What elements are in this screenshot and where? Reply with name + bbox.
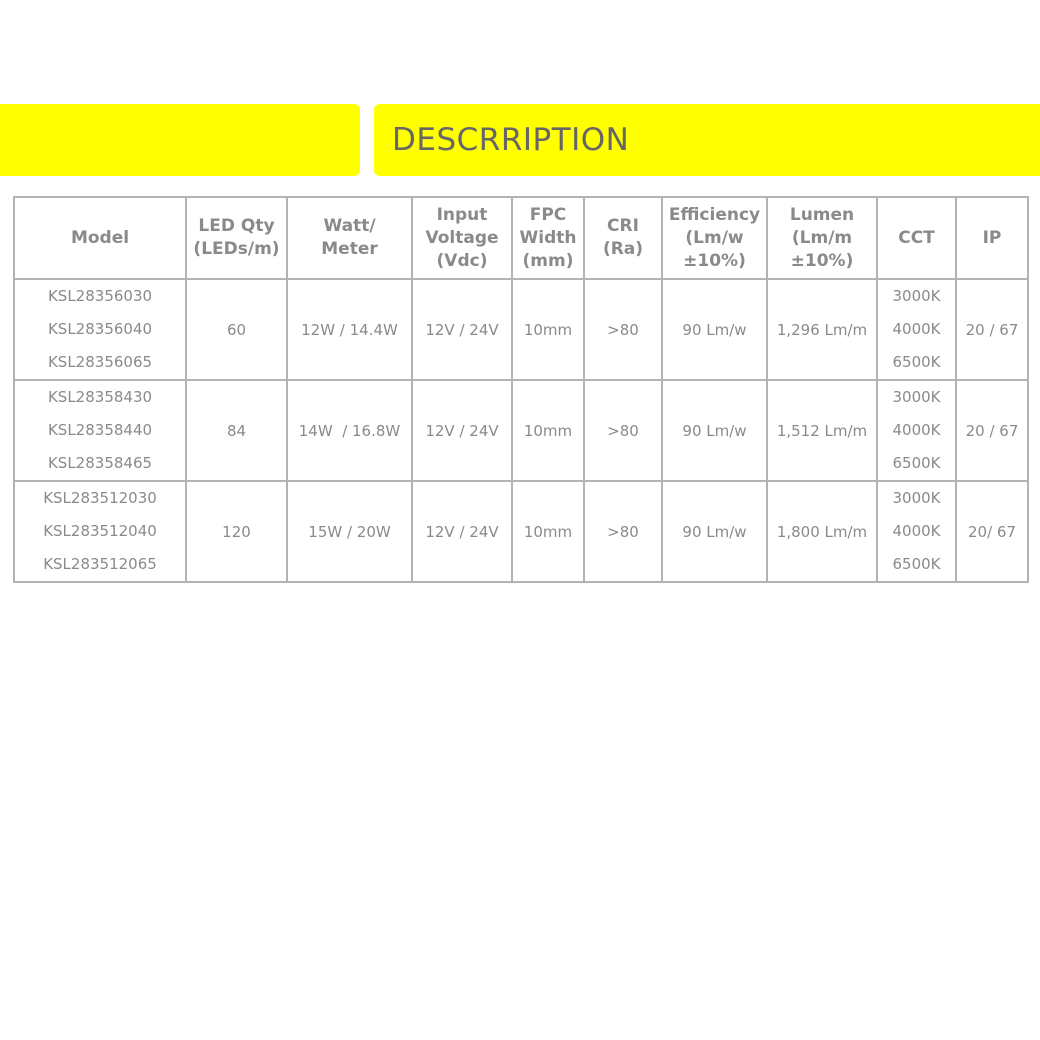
- model-name: KSL283512030: [43, 489, 157, 507]
- cct-cell: [877, 380, 956, 481]
- header-cct: CCT: [877, 197, 956, 279]
- description-banner: [374, 104, 1040, 176]
- lumen-cell: 1,512 Lm/m: [767, 380, 877, 481]
- voltage-cell: 12V / 24V: [412, 481, 512, 582]
- voltage-cell: 12V / 24V: [412, 380, 512, 481]
- header-ip: IP: [956, 197, 1028, 279]
- fpc-width-cell: 10mm: [512, 279, 584, 380]
- cct-value: 6500K: [892, 555, 941, 573]
- watt-cell: 12W / 14.4W: [287, 279, 412, 380]
- model-name: KSL28356065: [47, 353, 153, 371]
- model-name: KSL28358465: [47, 454, 153, 472]
- header-model: Model: [14, 197, 186, 279]
- model-name: KSL28358440: [47, 421, 153, 439]
- led-qty-cell: 84: [186, 380, 287, 481]
- model-name: KSL28358430: [47, 388, 153, 406]
- cri-cell: >80: [584, 279, 662, 380]
- led-qty-cell: 60: [186, 279, 287, 380]
- header-lumen: Lumen (Lm/m ±10%): [767, 197, 877, 279]
- ip-cell: 20/ 67: [956, 481, 1028, 582]
- model-name: KSL28356030: [47, 287, 153, 305]
- fpc-width-cell: 10mm: [512, 481, 584, 582]
- lumen-cell: 1,296 Lm/m: [767, 279, 877, 380]
- header-fpc-width: FPC Width (mm): [512, 197, 584, 279]
- ip-cell: 20 / 67: [956, 279, 1028, 380]
- cct-value: 4000K: [892, 522, 941, 540]
- cct-cell: [877, 481, 956, 582]
- watt-cell: 14W / 16.8W: [287, 380, 412, 481]
- table-row: [14, 481, 1028, 582]
- model-name: KSL28356040: [47, 320, 153, 338]
- cri-cell: >80: [584, 481, 662, 582]
- cct-value: 4000K: [892, 421, 941, 439]
- section-title: DESCRRIPTION: [392, 122, 630, 158]
- table-row: [14, 279, 1028, 380]
- efficiency-cell: 90 Lm/w: [662, 481, 767, 582]
- cct-value: 3000K: [892, 287, 941, 305]
- banner-left-bar: [0, 104, 360, 176]
- efficiency-cell: 90 Lm/w: [662, 380, 767, 481]
- lumen-cell: 1,800 Lm/m: [767, 481, 877, 582]
- cct-value: 3000K: [892, 388, 941, 406]
- model-cell: [14, 481, 186, 582]
- ip-cell: 20 / 67: [956, 380, 1028, 481]
- cct-cell: [877, 279, 956, 380]
- cct-value: 6500K: [892, 353, 941, 371]
- header-cri: CRI (Ra): [584, 197, 662, 279]
- header-efficiency: Efficiency (Lm/w ±10%): [662, 197, 767, 279]
- model-cell: [14, 279, 186, 380]
- header-input-voltage: Input Voltage (Vdc): [412, 197, 512, 279]
- model-name: KSL283512040: [43, 522, 157, 540]
- spec-table: [13, 196, 1029, 583]
- cct-value: 3000K: [892, 489, 941, 507]
- header-led-qty: LED Qty (LEDs/m): [186, 197, 287, 279]
- cct-value: 4000K: [892, 320, 941, 338]
- cct-value: 6500K: [892, 454, 941, 472]
- model-cell: [14, 380, 186, 481]
- voltage-cell: 12V / 24V: [412, 279, 512, 380]
- led-qty-cell: 120: [186, 481, 287, 582]
- cri-cell: >80: [584, 380, 662, 481]
- efficiency-cell: 90 Lm/w: [662, 279, 767, 380]
- table-row: [14, 380, 1028, 481]
- table-header-row: [14, 197, 1028, 279]
- watt-cell: 15W / 20W: [287, 481, 412, 582]
- fpc-width-cell: 10mm: [512, 380, 584, 481]
- header-watt: Watt/ Meter: [287, 197, 412, 279]
- model-name: KSL283512065: [43, 555, 157, 573]
